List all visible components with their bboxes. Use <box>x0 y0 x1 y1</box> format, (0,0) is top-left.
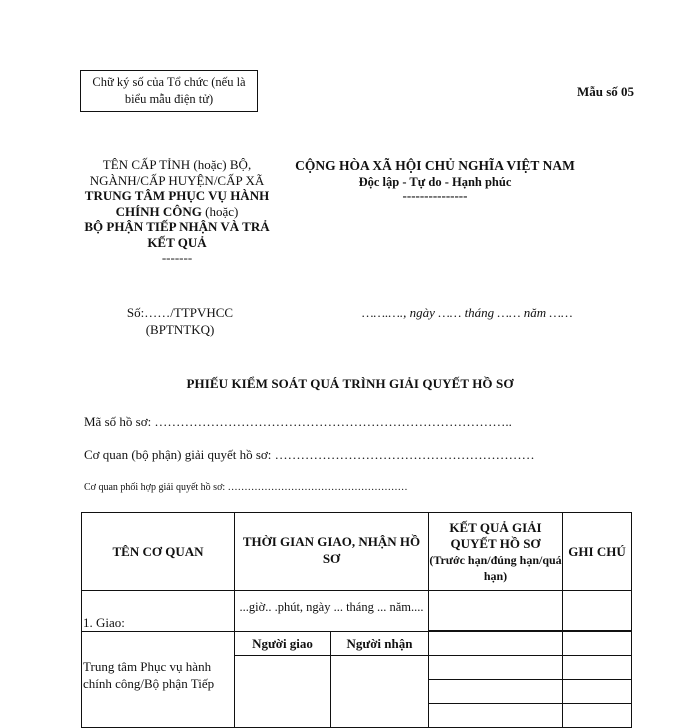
note-cell <box>563 656 632 680</box>
header-result <box>429 513 563 591</box>
sub-result-cell <box>429 632 563 656</box>
control-table <box>81 512 632 728</box>
signature-box-text: Chữ ký số của Tổ chức (nếu là biểu mẫu điện tử) <box>92 75 246 106</box>
date-line: …….…., ngày …… tháng …… năm …… <box>362 305 573 320</box>
header-note: GHI CHÚ <box>563 513 632 591</box>
row1-result-cell <box>429 591 563 631</box>
header-result-note: (Trước hạn/đúng hạn/quá hạn) <box>429 552 562 583</box>
right-header <box>285 158 585 202</box>
form-number: Mẫu số 05 <box>576 84 634 99</box>
subheader-receiver: Người nhận <box>331 632 429 656</box>
row1-time: ...giờ.. .phút, ngày ... tháng ... năm.... <box>235 591 429 632</box>
table-subheader-row <box>82 632 632 656</box>
file-code-field: Mã số hồ sơ: ……………………………………………………………………….. <box>84 414 512 429</box>
row1-agency: Trung tâm Phục vụ hành chính công/Bộ phận Tiếp <box>82 632 235 728</box>
left-header-authority: TÊN CẤP TỈNH (hoặc) BỘ, NGÀNH/CẤP HUYỆN/CẤP XÃ <box>89 157 265 188</box>
left-header-department: BỘ PHẬN TIẾP NHẬN VÀ TRẢ KẾT QUẢ <box>84 219 270 250</box>
result-cell <box>429 704 563 728</box>
giver-signature-cell <box>235 656 331 728</box>
left-header-divider: ------- <box>161 250 193 265</box>
header-result-title: KẾT QUẢ GIẢI QUYẾT HỒ SƠ <box>449 519 542 551</box>
header-agency: TÊN CƠ QUAN <box>82 513 235 591</box>
left-header <box>82 157 272 266</box>
national-motto: Độc lập - Tự do - Hạnh phúc <box>358 175 512 189</box>
handling-agency-field: Cơ quan (bộ phận) giải quyết hồ sơ: …………………………………………………… <box>84 447 535 462</box>
note-cell <box>563 704 632 728</box>
row1-note-cell <box>563 591 632 631</box>
table-header-row <box>82 513 632 591</box>
receiver-signature-cell <box>331 656 429 728</box>
table-row <box>82 591 632 631</box>
row1-label: 1. Giao: <box>82 591 235 632</box>
sub-note-cell <box>563 632 632 656</box>
document-title: PHIẾU KIỂM SOÁT QUÁ TRÌNH GIẢI QUYẾT HỒ SƠ <box>186 376 514 391</box>
left-header-or: (hoặc) <box>205 203 239 219</box>
country-name: CỘNG HÒA XÃ HỘI CHỦ NGHĨA VIỆT NAM <box>295 158 575 173</box>
document-number: Số:……/TTPVHCC (BPTNTKQ) <box>126 305 234 337</box>
digital-signature-box <box>80 70 258 112</box>
result-cell <box>429 656 563 680</box>
right-header-divider: --------------- <box>402 188 468 203</box>
header-time: THỜI GIAN GIAO, NHẬN HỒ SƠ <box>235 513 429 591</box>
coordinating-agency-field: Cơ quan phối hợp giải quyết hồ sơ: ……………………………………………… <box>84 482 408 493</box>
left-header-center: TRUNG TÂM PHỤC VỤ HÀNH CHÍNH CÔNG (hoặc) <box>84 188 270 219</box>
subheader-giver: Người giao <box>235 632 331 656</box>
